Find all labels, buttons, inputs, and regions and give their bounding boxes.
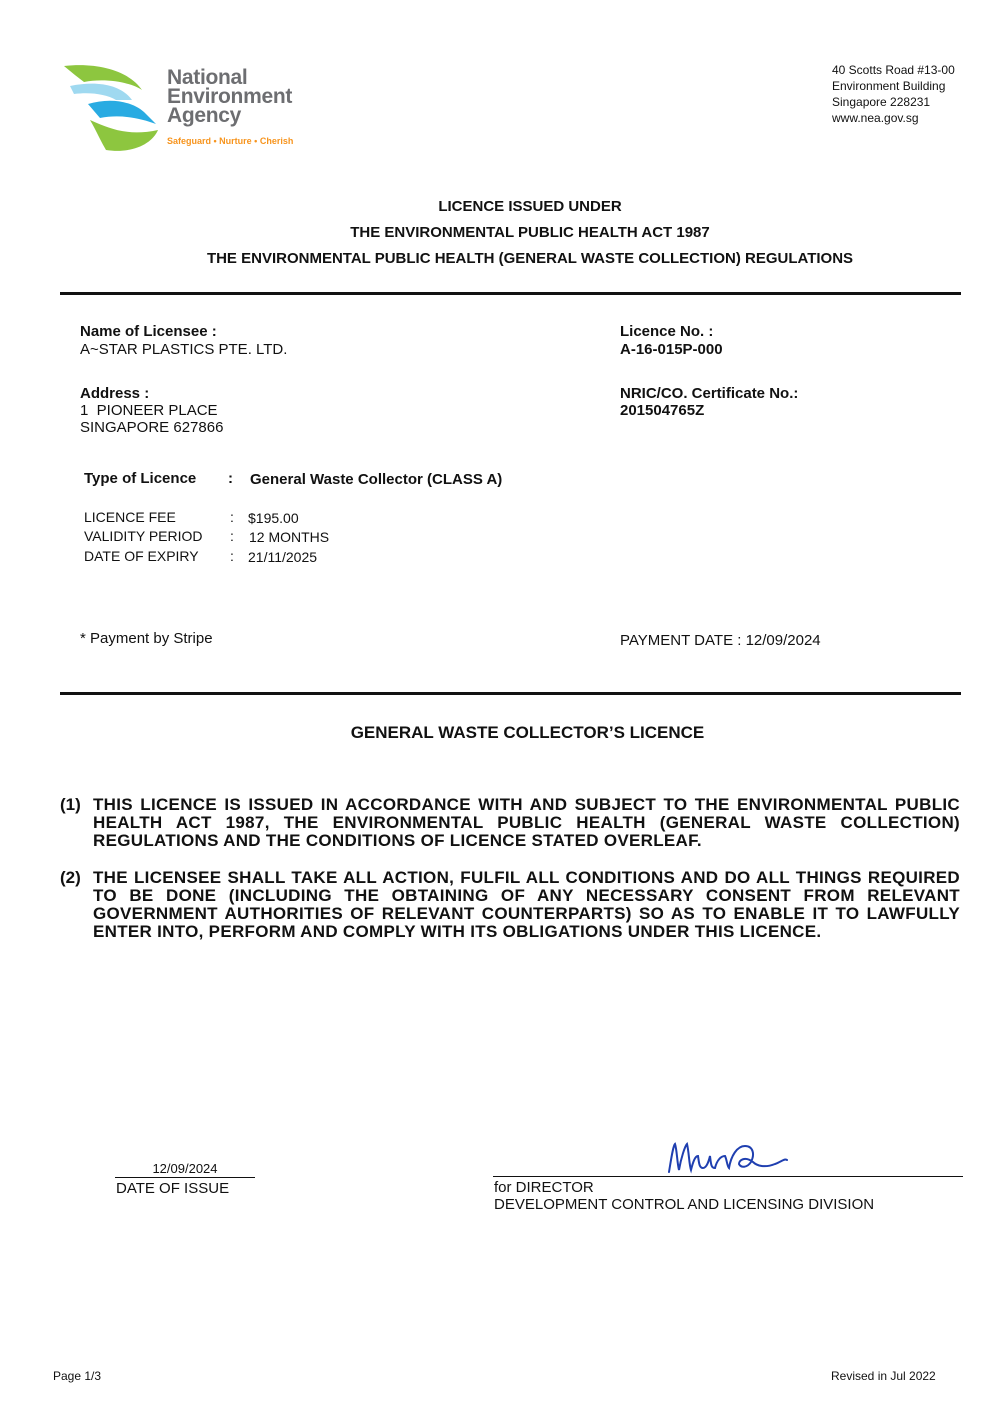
header-line-3: THE ENVIRONMENTAL PUBLIC HEALTH (GENERAL WASTE COLLECTION) REGULATIONS	[206, 250, 854, 267]
header-line-1: LICENCE ISSUED UNDER	[438, 198, 622, 215]
clause-list	[60, 796, 960, 960]
payment-method: * Payment by Stripe	[80, 630, 213, 647]
validity-label: VALIDITY PERIOD	[84, 528, 203, 544]
licence-no: A-16-015P-000	[620, 341, 723, 358]
page-number: Page 1/3	[53, 1369, 102, 1383]
signatory-title: for DIRECTOR	[494, 1179, 594, 1196]
fee-value: $195.00	[248, 510, 299, 526]
nric-value: 201504765Z	[620, 402, 705, 419]
licensee-name-label: Name of Licensee :	[80, 323, 217, 340]
agency-name	[167, 68, 292, 125]
clause	[60, 796, 960, 850]
section-title: GENERAL WASTE COLLECTOR’S LICENCE	[350, 723, 705, 742]
colon: :	[230, 528, 234, 544]
colon: :	[230, 548, 234, 564]
address-line-2: SINGAPORE 627866	[80, 419, 224, 436]
validity-value: 12 MONTHS	[249, 529, 330, 545]
agency-address	[832, 62, 955, 126]
address-line-1: 1 PIONEER PLACE	[80, 402, 218, 419]
website-link[interactable]: www.nea.gov.sg	[832, 111, 919, 125]
nea-swirl-icon	[60, 60, 165, 156]
address-line: Singapore 228231	[832, 95, 931, 109]
payment-date: PAYMENT DATE : 12/09/2024	[620, 632, 821, 649]
expiry-label: DATE OF EXPIRY	[84, 548, 199, 564]
revision-note: Revised in Jul 2022	[831, 1369, 936, 1383]
licence-type-label: Type of Licence	[84, 470, 197, 487]
clause-text: THE LICENSEE SHALL TAKE ALL ACTION, FULFIL ALL CONDITIONS AND DO ALL THINGS REQUIRED TO BE DONE (INCLUDING THE OBTAINING OF ANY NECESSARY CONSENT FROM RELEVANT GOVERNMENT AUTHORITIES OF RELEVANT COUNTERPARTS) SO AS TO ENABLE IT TO LAWFULLY ENTER INTO, PERFORM AND COMPLY WITH ITS OBLIGATIONS UNDER THIS LICENCE.	[93, 868, 960, 941]
nric-label: NRIC/CO. Certificate No.:	[620, 385, 799, 402]
agency-tagline: Safeguard • Nurture • Cherish	[167, 136, 294, 146]
divider	[60, 692, 961, 695]
expiry-value: 21/11/2025	[248, 549, 318, 565]
header-line-2: THE ENVIRONMENTAL PUBLIC HEALTH ACT 1987	[350, 224, 710, 241]
licence-type-value: General Waste Collector (CLASS A)	[250, 471, 503, 488]
signatory-division: DEVELOPMENT CONTROL AND LICENSING DIVISION	[494, 1196, 875, 1213]
clause-number: (1)	[60, 795, 81, 814]
nea-logo	[60, 60, 310, 160]
address-line: 40 Scotts Road #13-00	[832, 63, 955, 77]
colon: :	[228, 470, 233, 487]
signature-line	[493, 1176, 963, 1177]
address-line: Environment Building	[832, 79, 946, 93]
clause-number: (2)	[60, 868, 81, 887]
issue-date: 12/09/2024	[152, 1161, 218, 1176]
fee-label: LICENCE FEE	[84, 509, 176, 525]
licence-no-label: Licence No. :	[620, 323, 714, 340]
colon: :	[230, 509, 234, 525]
agency-name-line: Environment	[167, 85, 293, 108]
director-signature	[665, 1138, 790, 1176]
agency-name-line: National	[167, 66, 248, 89]
licensee-name: A~STAR PLASTICS PTE. LTD.	[80, 341, 288, 358]
address-label: Address :	[80, 385, 150, 402]
divider	[60, 292, 961, 295]
issue-date-line	[115, 1177, 255, 1178]
clause	[60, 869, 960, 941]
agency-name-line: Agency	[167, 104, 242, 127]
issue-date-label: DATE OF ISSUE	[116, 1180, 230, 1197]
clause-text: THIS LICENCE IS ISSUED IN ACCORDANCE WITH AND SUBJECT TO THE ENVIRONMENTAL PUBLIC HEALTH ACT 1987, THE ENVIRONMENTAL PUBLIC HEALTH (GENERAL WASTE COLLECTION) REGULATIONS AND THE CONDITIONS OF LICENCE STATED OVERLEAF.	[93, 795, 960, 850]
